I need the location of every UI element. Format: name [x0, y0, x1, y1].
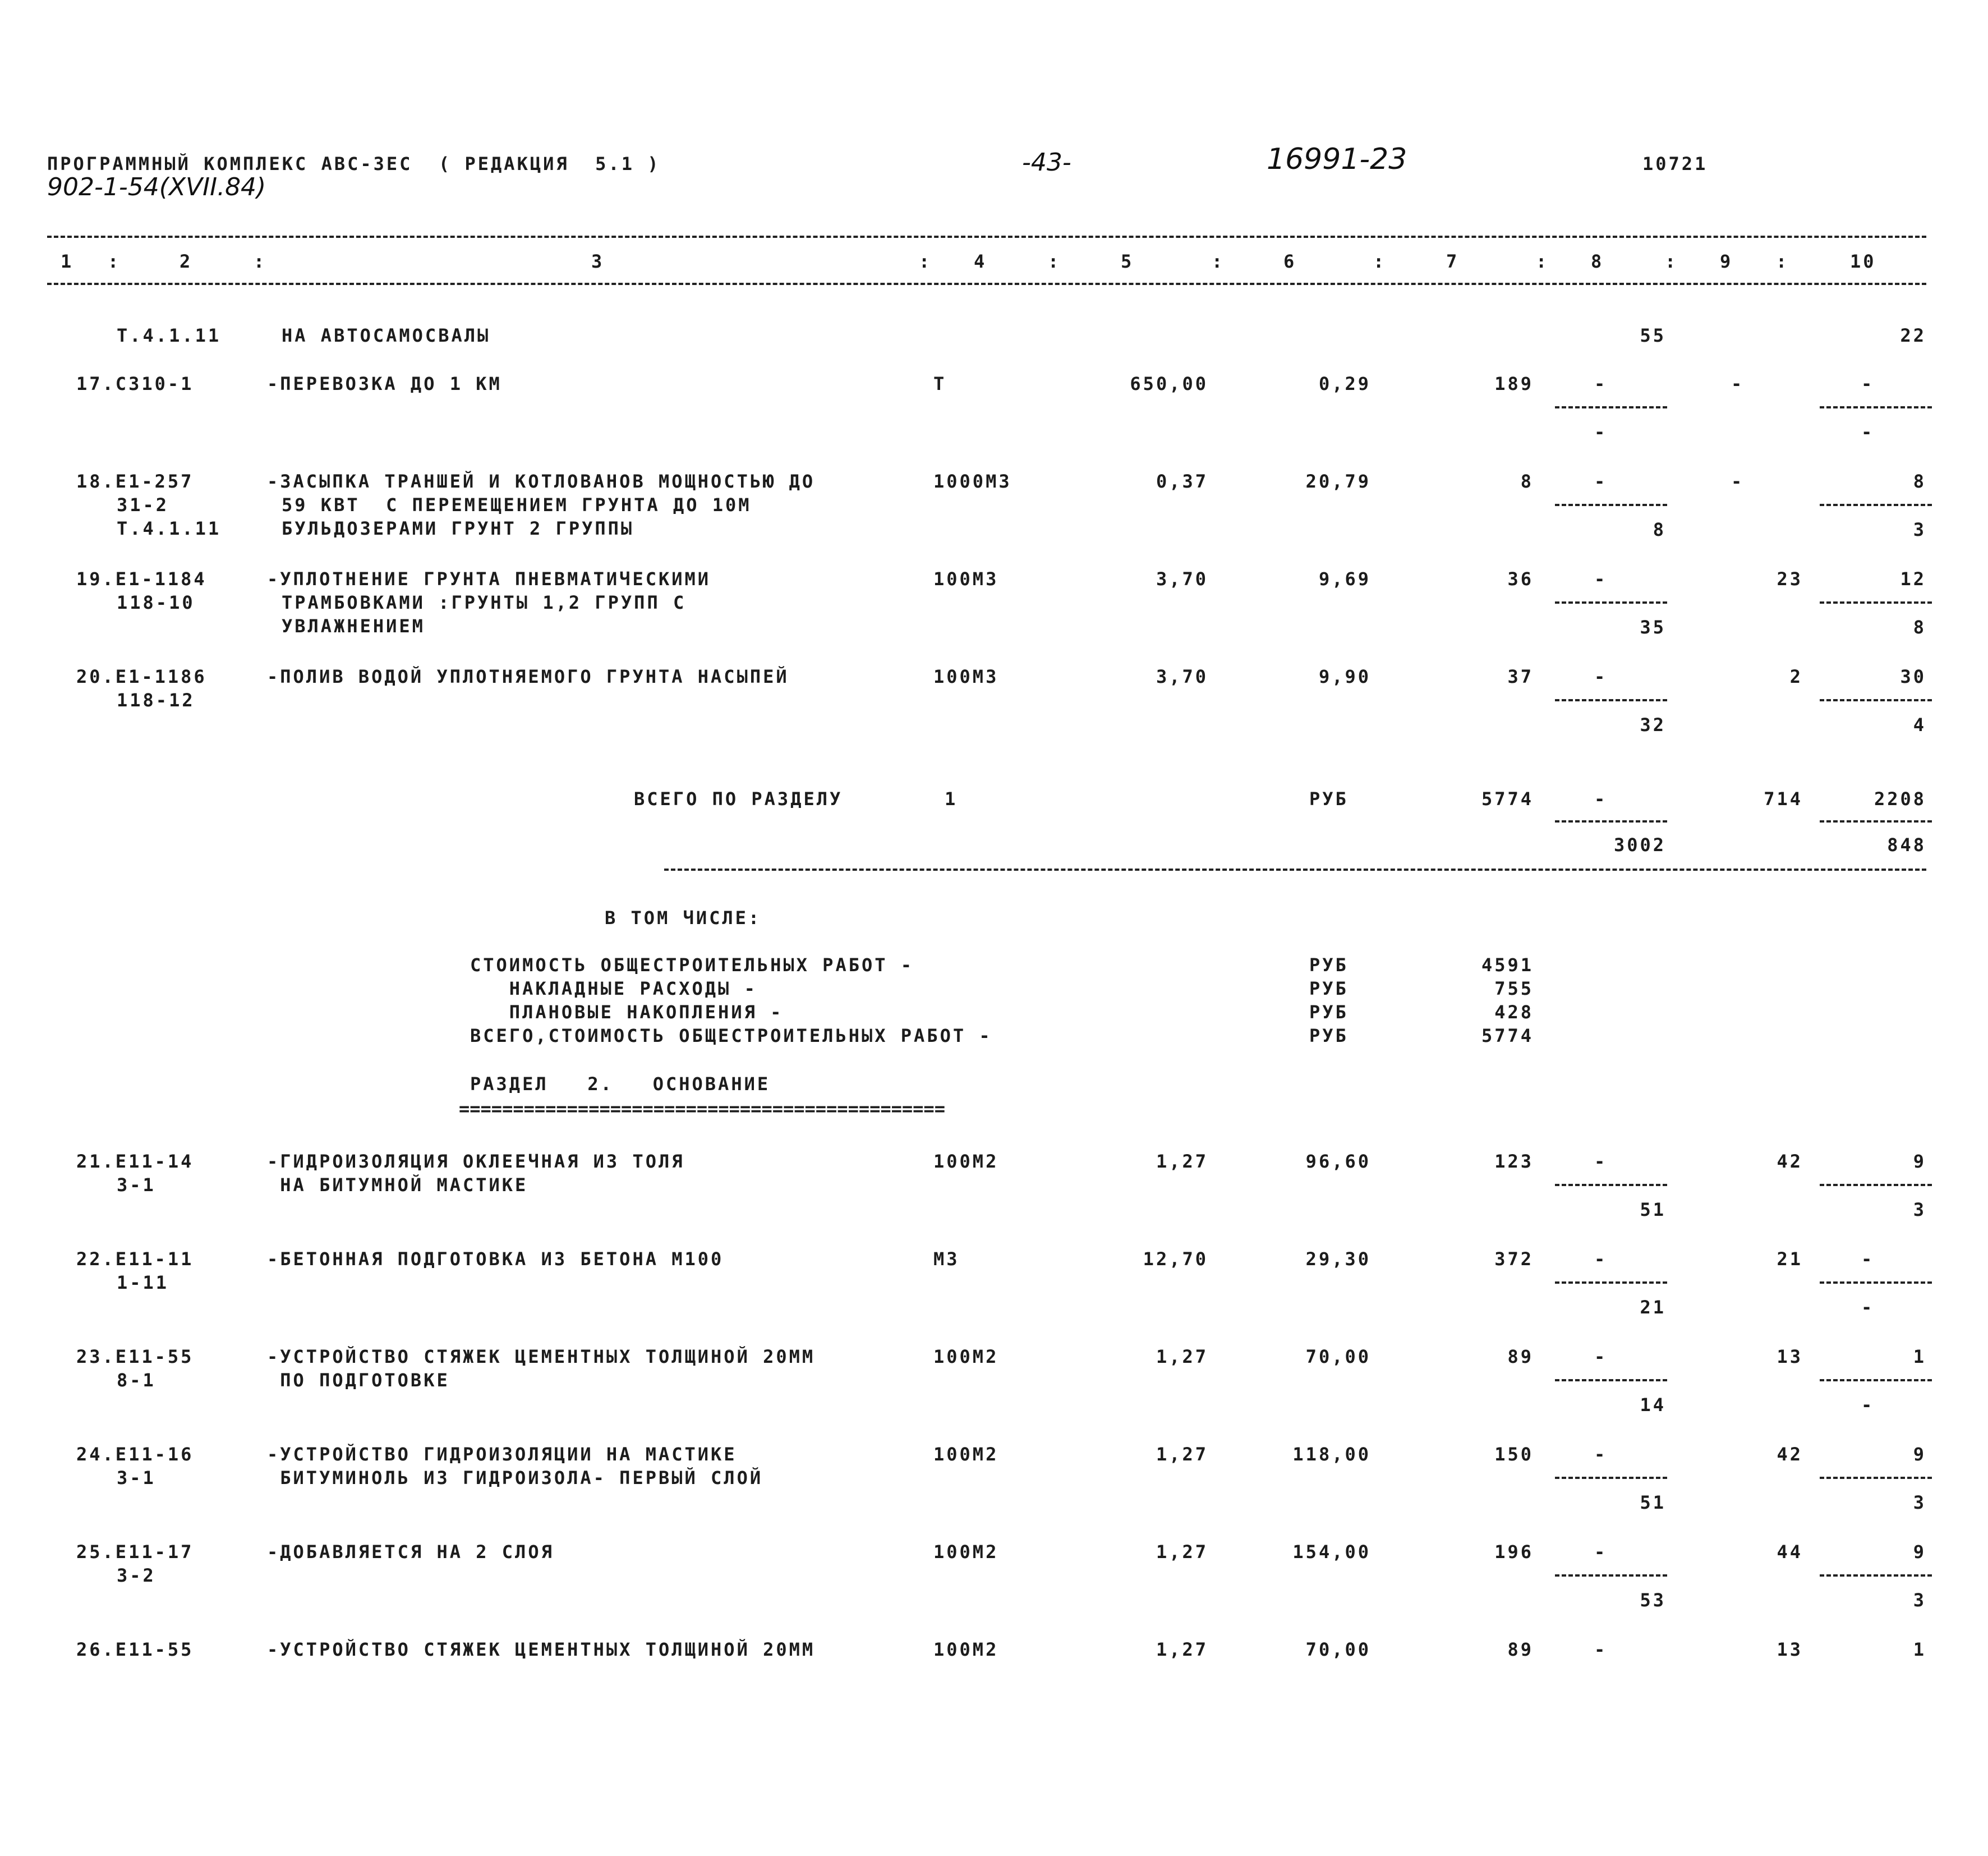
row-code: 20.Е1-1186 [76, 666, 207, 687]
row-price: 9,90 [1318, 666, 1371, 687]
row-desc: -УПЛОТНЕНИЕ ГРУНТА ПНЕВМАТИЧЕСКИМИ [267, 568, 711, 590]
row-col8-top: - [1594, 1541, 1608, 1563]
col-sep: : [1048, 251, 1061, 272]
row-col8-top: - [1594, 666, 1608, 687]
row-total: 189 [1494, 373, 1534, 394]
row-desc: -ПЕРЕВОЗКА ДО 1 КМ [267, 373, 502, 394]
row-desc: -УСТРОЙСТВО СТЯЖЕК ЦЕМЕНТНЫХ ТОЛЩИНОЙ 20ММ [267, 1639, 816, 1660]
col-sep: : [1212, 251, 1225, 272]
row-qty: 1,27 [1156, 1639, 1208, 1660]
row-col8-bottom: 8 [1653, 519, 1666, 540]
row-price: 0,29 [1318, 373, 1371, 394]
row-col8-bottom: 51 [1640, 1492, 1666, 1513]
row-desc: НА БИТУМНОЙ МАСТИКЕ [267, 1174, 528, 1196]
row-desc: -УСТРОЙСТВО ГИДРОИЗОЛЯЦИИ НА МАСТИКЕ [267, 1444, 737, 1465]
row-unit: 1000М3 [933, 471, 1012, 492]
col-6-label: 6 [1283, 251, 1297, 272]
col10-divider [1820, 1184, 1932, 1186]
col8-divider [1555, 1477, 1667, 1479]
col-sep: : [1776, 251, 1789, 272]
section-2-title: РАЗДЕЛ 2. ОСНОВАНИЕ [470, 1073, 771, 1095]
row-col9: 42 [1777, 1151, 1803, 1172]
row-col8-bottom: 21 [1640, 1297, 1666, 1318]
row-code: 118-10 [117, 592, 195, 613]
row-unit: 100М2 [933, 1444, 999, 1465]
row-col10-bottom: 3 [1913, 519, 1926, 540]
row-desc: УВЛАЖНЕНИЕМ [282, 615, 425, 637]
row-qty: 650,00 [1130, 373, 1208, 394]
col8-divider [1555, 1574, 1667, 1577]
row-qty: 12,70 [1143, 1248, 1208, 1270]
section-total-rule [664, 869, 1926, 871]
breakdown-label: ВСЕГО,СТОИМОСТЬ ОБЩЕСТРОИТЕЛЬНЫХ РАБОТ - [470, 1025, 992, 1046]
row-col9: 44 [1777, 1541, 1803, 1563]
row-col10-bottom: 4 [1913, 714, 1926, 736]
col-sep: : [1373, 251, 1387, 272]
col-10-label: 10 [1850, 251, 1876, 272]
row-total: 89 [1507, 1346, 1534, 1367]
col10-divider [1820, 1477, 1932, 1479]
col8-divider [1555, 504, 1667, 506]
section-total-col10-bottom: 848 [1887, 834, 1926, 856]
row-col9: - [1731, 471, 1745, 492]
row-desc: -ПОЛИВ ВОДОЙ УПЛОТНЯЕМОГО ГРУНТА НАСЫПЕЙ [267, 666, 789, 687]
row-col9: 2 [1789, 666, 1803, 687]
row-unit: 100М2 [933, 1346, 999, 1367]
col-sep: : [1665, 251, 1678, 272]
col8-divider [1555, 601, 1667, 604]
breakdown-unit: РУБ [1309, 1001, 1349, 1023]
row-col10-top: - [1861, 1248, 1875, 1270]
header-rule-top [47, 236, 1926, 238]
col-5-label: 5 [1121, 251, 1134, 272]
project-code: 902-1-54(XVII.84) [47, 173, 266, 201]
row-col10-top: 1 [1913, 1639, 1926, 1660]
section-total-col8-top: - [1594, 788, 1608, 810]
row-desc: БУЛЬДОЗЕРАМИ ГРУНТ 2 ГРУППЫ [282, 518, 634, 539]
section-total-unit: РУБ [1309, 788, 1349, 810]
row-code: 3-2 [117, 1565, 156, 1586]
row-qty: 3,70 [1156, 666, 1208, 687]
row-code: 22.Е11-11 [76, 1248, 194, 1270]
row-col10-bottom: 3 [1913, 1199, 1926, 1220]
col8-divider [1555, 1379, 1667, 1381]
row-qty: 1,27 [1156, 1151, 1208, 1172]
section-total-col8-bottom: 3002 [1613, 834, 1666, 856]
row-code: 3-1 [117, 1467, 156, 1489]
row-col10-top: - [1861, 373, 1875, 394]
col10-divider [1820, 1281, 1932, 1284]
breakdown-title: В ТОМ ЧИСЛЕ: [605, 907, 762, 929]
row-col8-top: - [1594, 1639, 1608, 1660]
row-col8-bottom: 14 [1640, 1394, 1666, 1416]
row-desc: -УСТРОЙСТВО СТЯЖЕК ЦЕМЕНТНЫХ ТОЛЩИНОЙ 20ММ [267, 1346, 816, 1367]
row-code: 23.Е11-55 [76, 1346, 194, 1367]
row-qty: 1,27 [1156, 1346, 1208, 1367]
header-code: 10721 [1642, 153, 1708, 174]
row-price: 154,00 [1292, 1541, 1371, 1563]
row-code: 19.Е1-1184 [76, 568, 207, 590]
row-col10-top: 9 [1913, 1541, 1926, 1563]
row-col10-top: 12 [1900, 568, 1926, 590]
row-total: 89 [1507, 1639, 1534, 1660]
row-desc: -БЕТОННАЯ ПОДГОТОВКА ИЗ БЕТОНА М100 [267, 1248, 724, 1270]
row-code: 8-1 [117, 1370, 156, 1391]
row-code: 26.Е11-55 [76, 1639, 194, 1660]
breakdown-value: 4591 [1481, 954, 1534, 976]
col10-divider [1820, 1379, 1932, 1381]
row-desc: -ГИДРОИЗОЛЯЦИЯ ОКЛЕЕЧНАЯ ИЗ ТОЛЯ [267, 1151, 685, 1172]
row-col8-bottom: 51 [1640, 1199, 1666, 1220]
row-col8: 55 [1640, 325, 1666, 346]
row-price: 29,30 [1305, 1248, 1371, 1270]
row-col10-bottom: - [1861, 421, 1875, 443]
row-col10-bottom: 3 [1913, 1492, 1926, 1513]
row-total: 123 [1494, 1151, 1534, 1172]
header-rule-bottom [47, 283, 1926, 285]
row-col9: 23 [1777, 568, 1803, 590]
section-2-underline: ============================================= [459, 1099, 945, 1119]
row-total: 37 [1507, 666, 1534, 687]
col-4-label: 4 [974, 251, 987, 272]
row-col10-top: 9 [1913, 1151, 1926, 1172]
col-sep: : [1536, 251, 1549, 272]
row-col10-top: 30 [1900, 666, 1926, 687]
page-number: -43- [1022, 148, 1071, 177]
row-code: 31-2 [117, 494, 169, 516]
row-price: 70,00 [1305, 1639, 1371, 1660]
row-qty: 3,70 [1156, 568, 1208, 590]
row-col8-top: - [1594, 1444, 1608, 1465]
row-col10-bottom: - [1861, 1297, 1875, 1318]
col10-divider [1820, 406, 1932, 408]
row-desc: ПО ПОДГОТОВКЕ [267, 1370, 450, 1391]
row-qty: 1,27 [1156, 1444, 1208, 1465]
col-3-label: 3 [591, 251, 605, 272]
row-price: 20,79 [1305, 471, 1371, 492]
section-total-col10-top: 2208 [1874, 788, 1926, 810]
row-code: Т.4.1.11 [117, 518, 222, 539]
breakdown-value: 5774 [1481, 1025, 1534, 1046]
breakdown-label: ПЛАНОВЫЕ НАКОПЛЕНИЯ - [470, 1001, 784, 1023]
row-col9: 13 [1777, 1639, 1803, 1660]
program-title: ПРОГРАММНЫЙ КОМПЛЕКС АВС-3ЕС ( РЕДАКЦИЯ 5.1 ) [47, 153, 661, 174]
col-sep: : [919, 251, 932, 272]
col10-divider [1820, 699, 1932, 701]
section-total-value: 5774 [1481, 788, 1534, 810]
breakdown-value: 755 [1494, 978, 1534, 999]
row-col10-top: 8 [1913, 471, 1926, 492]
col-sep: : [254, 251, 267, 272]
col-sep: : [108, 251, 121, 272]
col-7-label: 7 [1446, 251, 1460, 272]
row-col8-bottom: 32 [1640, 714, 1666, 736]
row-desc: 59 КВТ С ПЕРЕМЕЩЕНИЕМ ГРУНТА ДО 10М [282, 494, 752, 516]
row-unit: 100М3 [933, 666, 999, 687]
row-code: 17.С310-1 [76, 373, 194, 394]
section-total-col9: 714 [1764, 788, 1803, 810]
breakdown-unit: РУБ [1309, 978, 1349, 999]
row-code: 3-1 [117, 1174, 156, 1196]
col10-divider [1820, 504, 1932, 506]
col8-divider [1555, 699, 1667, 701]
row-col9: - [1731, 373, 1745, 394]
row-col10-bottom: 8 [1913, 617, 1926, 638]
doc-number: 16991-23 [1267, 143, 1407, 176]
row-col8-top: - [1594, 568, 1608, 590]
col-1-label: 1 [61, 251, 74, 272]
row-unit: 100М2 [933, 1151, 999, 1172]
row-col8-top: - [1594, 1151, 1608, 1172]
col10-divider [1820, 601, 1932, 604]
row-col10-bottom: 3 [1913, 1589, 1926, 1611]
row-code: 18.Е1-257 [76, 471, 194, 492]
row-desc: ТРАМБОВКАМИ :ГРУНТЫ 1,2 ГРУПП С [282, 592, 687, 613]
col-2-label: 2 [180, 251, 193, 272]
col8-divider [1555, 406, 1667, 408]
row-unit: 100М2 [933, 1639, 999, 1660]
row-code: 21.Е11-14 [76, 1151, 194, 1172]
row-col10-top: 9 [1913, 1444, 1926, 1465]
row-col10-bottom: - [1861, 1394, 1875, 1416]
row-col8-top: - [1594, 1248, 1608, 1270]
row-col8-top: - [1594, 471, 1608, 492]
row-desc: НА АВТОСАМОСВАЛЫ [282, 325, 491, 346]
row-code: 24.Е11-16 [76, 1444, 194, 1465]
col8-divider [1555, 820, 1667, 823]
row-price: 118,00 [1292, 1444, 1371, 1465]
row-col9: 13 [1777, 1346, 1803, 1367]
row-code: 1-11 [117, 1272, 169, 1293]
row-unit: Т [933, 373, 947, 394]
row-qty: 1,27 [1156, 1541, 1208, 1563]
row-desc: -ЗАСЫПКА ТРАНШЕЙ И КОТЛОВАНОВ МОЩНОСТЬЮ ДО [267, 471, 816, 492]
row-price: 96,60 [1305, 1151, 1371, 1172]
row-price: 9,69 [1318, 568, 1371, 590]
breakdown-unit: РУБ [1309, 1025, 1349, 1046]
col10-divider [1820, 820, 1932, 823]
row-col8-bottom: 35 [1640, 617, 1666, 638]
row-unit: 100М3 [933, 568, 999, 590]
row-col8-bottom: - [1594, 421, 1608, 443]
row-desc: -ДОБАВЛЯЕТСЯ НА 2 СЛОЯ [267, 1541, 554, 1563]
row-col10: 22 [1900, 325, 1926, 346]
row-unit: М3 [933, 1248, 960, 1270]
col8-divider [1555, 1184, 1667, 1186]
row-col9: 21 [1777, 1248, 1803, 1270]
row-total: 8 [1520, 471, 1534, 492]
row-col8-top: - [1594, 1346, 1608, 1367]
col-8-label: 8 [1591, 251, 1604, 272]
row-code: 25.Е11-17 [76, 1541, 194, 1563]
row-total: 196 [1494, 1541, 1534, 1563]
breakdown-value: 428 [1494, 1001, 1534, 1023]
row-total: 150 [1494, 1444, 1534, 1465]
col8-divider [1555, 1281, 1667, 1284]
breakdown-label: НАКЛАДНЫЕ РАСХОДЫ - [470, 978, 757, 999]
row-qty: 0,37 [1156, 471, 1208, 492]
section-total-number: 1 [945, 788, 958, 810]
row-total: 36 [1507, 568, 1534, 590]
breakdown-label: СТОИМОСТЬ ОБЩЕСТРОИТЕЛЬНЫХ РАБОТ - [470, 954, 914, 976]
row-col9: 42 [1777, 1444, 1803, 1465]
section-total-label: ВСЕГО ПО РАЗДЕЛУ [634, 788, 843, 810]
row-code: 118-12 [117, 690, 195, 711]
col10-divider [1820, 1574, 1932, 1577]
row-desc: БИТУМИНОЛЬ ИЗ ГИДРОИЗОЛА- ПЕРВЫЙ СЛОЙ [267, 1467, 763, 1489]
row-col8-top: - [1594, 373, 1608, 394]
row-total: 372 [1494, 1248, 1534, 1270]
row-code: Т.4.1.11 [117, 325, 222, 346]
row-col8-bottom: 53 [1640, 1589, 1666, 1611]
row-col10-top: 1 [1913, 1346, 1926, 1367]
row-price: 70,00 [1305, 1346, 1371, 1367]
col-9-label: 9 [1720, 251, 1733, 272]
row-unit: 100М2 [933, 1541, 999, 1563]
breakdown-unit: РУБ [1309, 954, 1349, 976]
